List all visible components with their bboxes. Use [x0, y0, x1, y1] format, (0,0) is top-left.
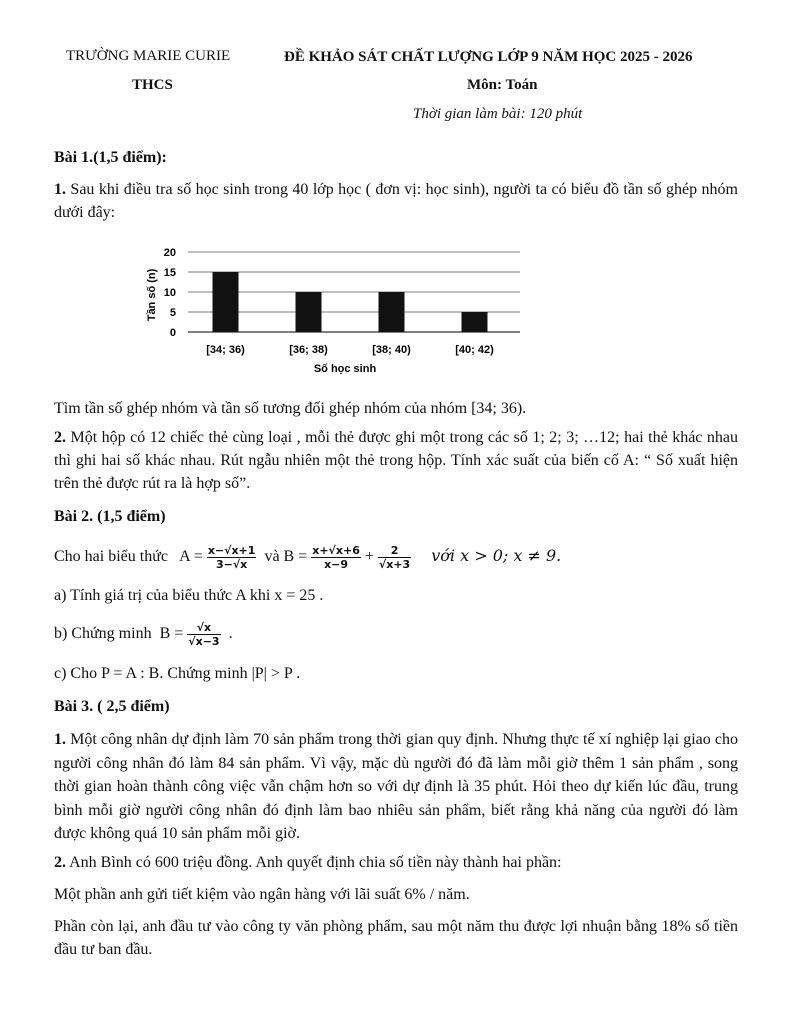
x-tick-labels: [206, 344, 494, 356]
y-tick-label: 15: [163, 267, 176, 279]
bai3-q2-number: 2.: [54, 854, 66, 871]
bai2-part-b-numerator: √x: [187, 621, 220, 635]
expr-a-label: A =: [179, 548, 203, 565]
bai1-q2-number: 2.: [54, 429, 66, 446]
school-name: TRƯỜNG MARIE CURIE: [66, 48, 231, 64]
expr-b2-denominator: √x+3: [378, 557, 411, 571]
bai3-q1-text: Một công nhân dự định làm 70 sản phẩm trong thời gian quy định. Nhưng thực tế xí nghiệp lại giao cho người công nhân đó làm 84 sản phẩm. Vì vậy, mặc dù người đó đã làm mỗi giờ thêm 1 sản phẩm , song thời gian hoàn thành công việc vẫn chậm hơn so với dự định là 35 phút. Hỏi theo dự kiến lúc đầu, trung bình mỗi giờ người công nhân đó định làm bao nhiêu sản phẩm, biết rằng khả năng của người đó làm được không quá 10 sản phẩm mỗi giờ.: [54, 731, 738, 842]
bai1-q1-question: Tìm tần số ghép nhóm và tần số tương đối ghép nhóm của nhóm [34; 36).: [54, 400, 527, 417]
bar-1: [213, 272, 239, 332]
bai3-q2: [54, 851, 738, 874]
expr-a-fraction: [207, 544, 257, 571]
bai3-q1-number: 1.: [54, 731, 66, 748]
bai2-part-a: a) Tính giá trị của biểu thức A khi x = 25 .: [54, 587, 324, 604]
bai2-part-b-text: b) Chứng minh: [54, 625, 152, 642]
x-tick-label: [34; 36): [206, 344, 245, 356]
x-tick-label: [40; 42): [455, 344, 494, 356]
y-tick-label: 10: [163, 287, 176, 299]
bai1-q1-number: 1.: [54, 181, 66, 198]
expr-a-numerator: x−√x+1: [207, 543, 256, 557]
x-tick-label: [38; 40): [372, 344, 411, 356]
bai2-expressions: [54, 539, 561, 574]
bar-4: [462, 312, 488, 332]
bai3-q2-text: Anh Bình có 600 triệu đồng. Anh quyết định chia số tiền này thành hai phần:: [69, 854, 562, 871]
bar-2: [296, 292, 322, 332]
frequency-bar-chart: [140, 240, 540, 380]
y-axis-label: Tần số (n): [146, 268, 158, 322]
chart-bars: [213, 272, 488, 332]
exam-title: ĐỀ KHẢO SÁT CHẤT LƯỢNG LỚP 9 NĂM HỌC 2025 - 2026: [284, 49, 693, 65]
bai1-q2-text: Một hộp có 12 chiếc thẻ cùng loại , mỗi thẻ được ghi một trong các số 1; 2; 3; …12; hai thẻ khác nhau thì ghi hai số khác nhau. Rút ngẫu nhiên một thẻ trong hộp. Tính xác suất của biến cố A: “ Số xuất hiện trên thẻ được rút ra là hợp số”.: [54, 429, 739, 492]
expr-b1-denominator: x−9: [324, 557, 349, 571]
bai2-intro: Cho hai biểu thức: [54, 548, 168, 565]
expr-b-label: B =: [283, 548, 308, 565]
bai2-heading: Bài 2. (1,5 điểm): [54, 508, 166, 525]
y-tick-label: 20: [163, 247, 176, 259]
bai3-q1: [54, 728, 738, 846]
x-axis-label: Số học sinh: [313, 363, 377, 375]
expr-b1-numerator: x+√x+6: [312, 543, 360, 557]
exam-time: Thời gian làm bài: 120 phút: [413, 106, 583, 122]
bai1-heading: Bài 1.(1,5 điểm):: [54, 149, 167, 166]
bai1-q1-text: Sau khi điều tra số học sinh trong 40 lớp học ( đơn vị: học sinh), người ta có biểu đồ tần số ghép nhóm dưới đây:: [54, 181, 738, 221]
bai3-heading: Bài 3. ( 2,5 điểm): [54, 698, 170, 715]
bai2-part-c: c) Cho P = A : B. Chứng minh |P| > P .: [54, 665, 301, 682]
y-tick-label: 0: [169, 327, 176, 339]
school-level: THCS: [132, 77, 173, 93]
bai2-part-b-end: .: [228, 625, 233, 642]
expr-b2-numerator: 2: [378, 544, 411, 558]
subject: Môn: Toán: [467, 77, 538, 93]
y-tick-label: 5: [169, 307, 176, 319]
y-tick-labels: [164, 247, 176, 339]
x-tick-label: [36; 38): [289, 344, 328, 356]
expr-b-fraction-2: [378, 544, 411, 571]
bai2-part-b-denominator: √x−3: [188, 634, 220, 648]
expr-a-denominator: 3−√x: [215, 557, 248, 571]
bai2-and: và: [264, 548, 280, 565]
bai2-part-b-fraction: [187, 621, 220, 648]
bai2-part-b: [54, 617, 233, 651]
bai3-q2-part1: Một phần anh gửi tiết kiệm vào ngân hàng với lãi suất 6% / năm.: [54, 886, 470, 903]
bai2-condition: với x > 0; x ≠ 9.: [431, 546, 562, 565]
expr-b-fraction-1: [311, 544, 361, 571]
bai2-part-b-label: B =: [159, 625, 184, 642]
bai3-q2-part2: Phần còn lại, anh đầu tư vào công ty văn phòng phẩm, sau một năm thu được lợi nhuận bằng 18% số tiền đầu tư ban đầu.: [54, 918, 738, 958]
expr-b-plus: +: [364, 548, 374, 565]
bai1-q2: [54, 426, 738, 495]
bar-3: [379, 292, 405, 332]
bai1-q1: [54, 178, 738, 224]
